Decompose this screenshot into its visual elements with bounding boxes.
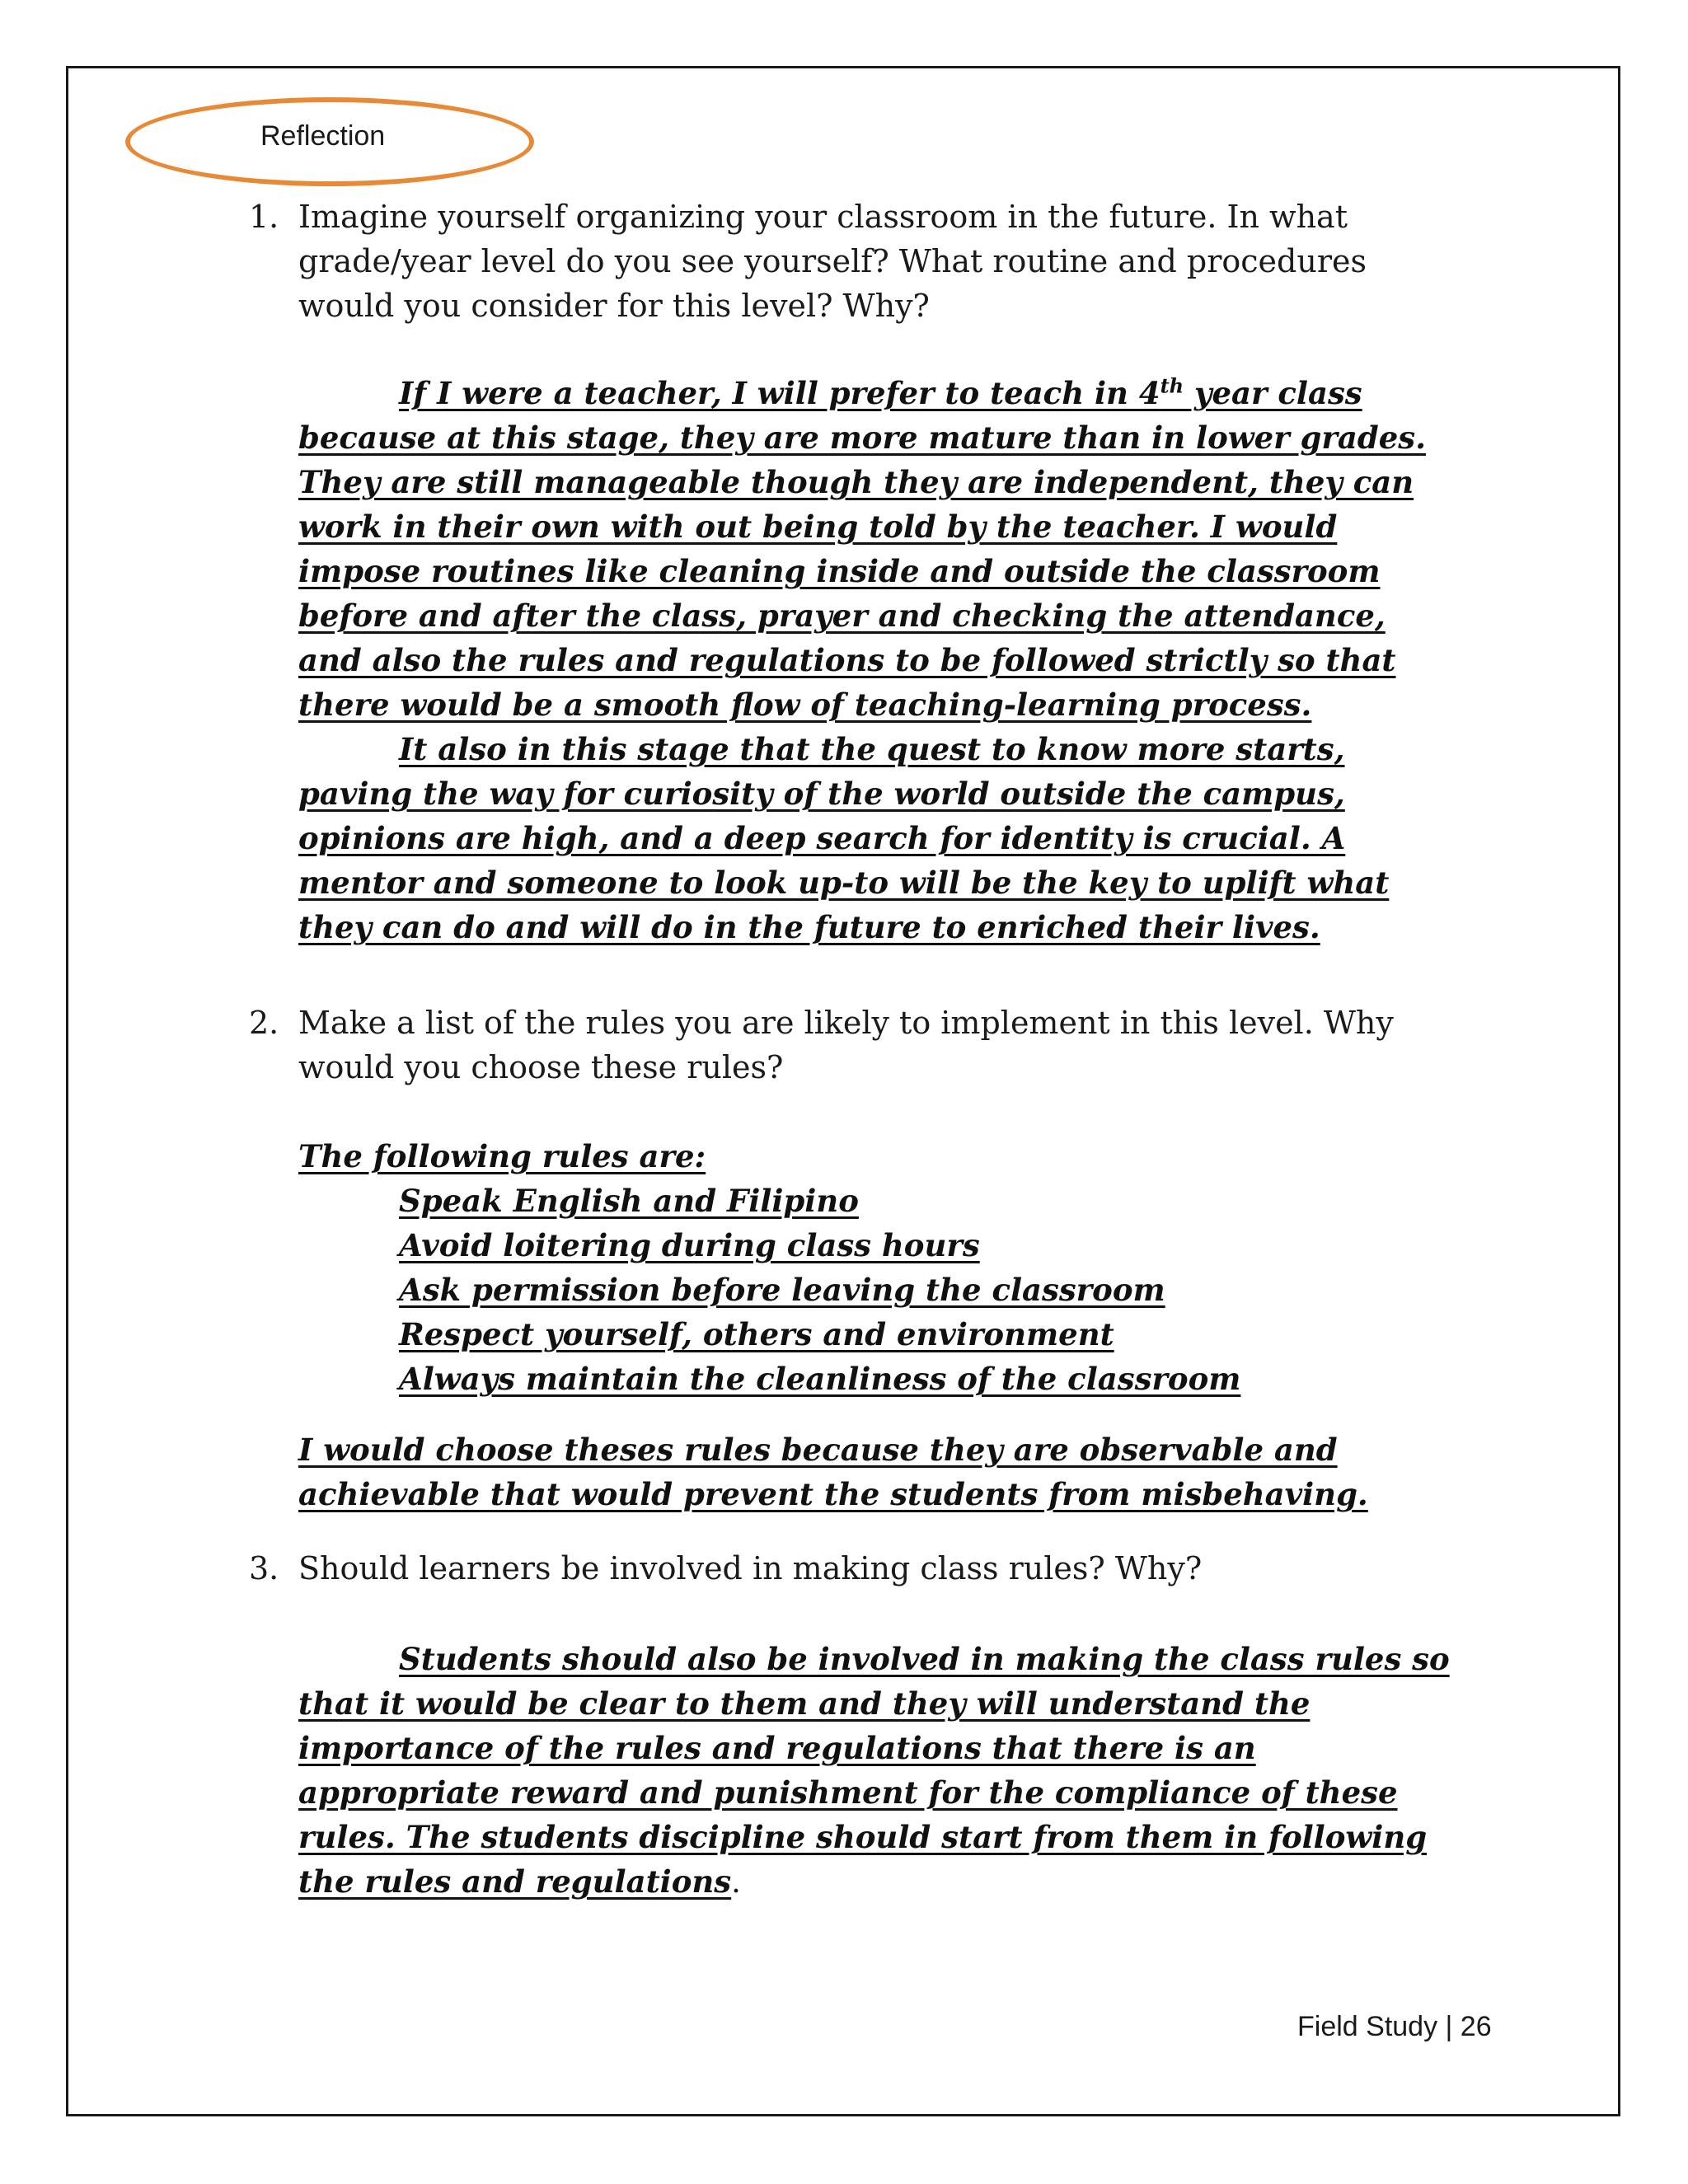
rule-item: Speak English and Filipino — [399, 1183, 859, 1219]
rule-item: Avoid loitering during class hours — [399, 1227, 980, 1263]
answer-line: They are still manageable though they are independent, they can — [298, 464, 1414, 500]
answer-line: appropriate reward and punishment for the compliance of these — [298, 1774, 1398, 1811]
question-line: Make a list of the rules you are likely to implement in this level. Why — [298, 1005, 1394, 1041]
superscript: th — [1160, 373, 1184, 398]
question-2 — [249, 1001, 1485, 1090]
answer-line: work in their own with out being told by the teacher. I would — [298, 509, 1338, 545]
answer-line: that it would be clear to them and they will understand the — [298, 1685, 1311, 1722]
question-line: would you choose these rules? — [298, 1049, 784, 1085]
question-3 — [249, 1546, 1485, 1591]
question-number: 2. — [249, 1005, 279, 1041]
answer-line: impose routines like cleaning inside and outside the classroom — [298, 553, 1381, 589]
answer-line: they can do and will do in the future to enriched their lives. — [298, 909, 1320, 945]
answer-line: opinions are high, and a deep search for identity is crucial. A — [298, 820, 1346, 856]
trailing-period: . — [731, 1864, 741, 1900]
question-number: 3. — [249, 1550, 279, 1586]
answer-line: paving the way for curiosity of the world outside the campus, — [298, 776, 1345, 812]
page-footer: Field Study | 26 — [1297, 2011, 1492, 2042]
question-1 — [249, 194, 1485, 328]
question-number: 1. — [249, 199, 279, 235]
answer-line: because at this stage, they are more mature than in lower grades. — [298, 419, 1426, 456]
answer-line: and also the rules and regulations to be followed strictly so that — [298, 642, 1396, 678]
question-line: Imagine yourself organizing your classroom in the future. In what — [298, 199, 1348, 235]
rules-intro: The following rules are: — [298, 1138, 706, 1174]
answer-line: It also in this stage that the quest to know more starts, — [399, 731, 1345, 767]
answer-line: mentor and someone to look up-to will be the key to uplift what — [298, 865, 1390, 901]
answer-1 — [298, 371, 1502, 949]
answer-line: Students should also be involved in making the class rules so — [399, 1641, 1450, 1677]
section-label: Reflection — [260, 120, 386, 152]
rule-item: Always maintain the cleanliness of the classroom — [399, 1361, 1241, 1397]
answer-line: rules. The students discipline should start from them in following — [298, 1819, 1428, 1855]
answer-line: If I were a teacher, I will prefer to teach in 4th year class — [399, 373, 1362, 411]
question-line: Should learners be involved in making class rules? Why? — [298, 1550, 1203, 1586]
answer-line: achievable that would prevent the students from misbehaving. — [298, 1476, 1368, 1512]
answer-line: I would choose theses rules because they are observable and — [298, 1432, 1338, 1468]
answer-line: importance of the rules and regulations that there is an — [298, 1730, 1256, 1766]
rule-item: Ask permission before leaving the classroom — [399, 1272, 1165, 1308]
question-line: would you consider for this level? Why? — [298, 288, 930, 324]
answer-2-conclusion — [298, 1427, 1502, 1516]
question-line: grade/year level do you see yourself? What routine and procedures — [298, 243, 1367, 279]
answer-line: before and after the class, prayer and checking the attendance, — [298, 598, 1386, 634]
rule-item: Respect yourself, others and environment — [399, 1316, 1114, 1352]
answer-3 — [298, 1637, 1502, 1904]
answer-line: there would be a smooth flow of teaching-learning process. — [298, 687, 1312, 723]
answer-2-rules — [298, 1134, 1502, 1401]
answer-line: the rules and regulations. — [298, 1863, 741, 1900]
